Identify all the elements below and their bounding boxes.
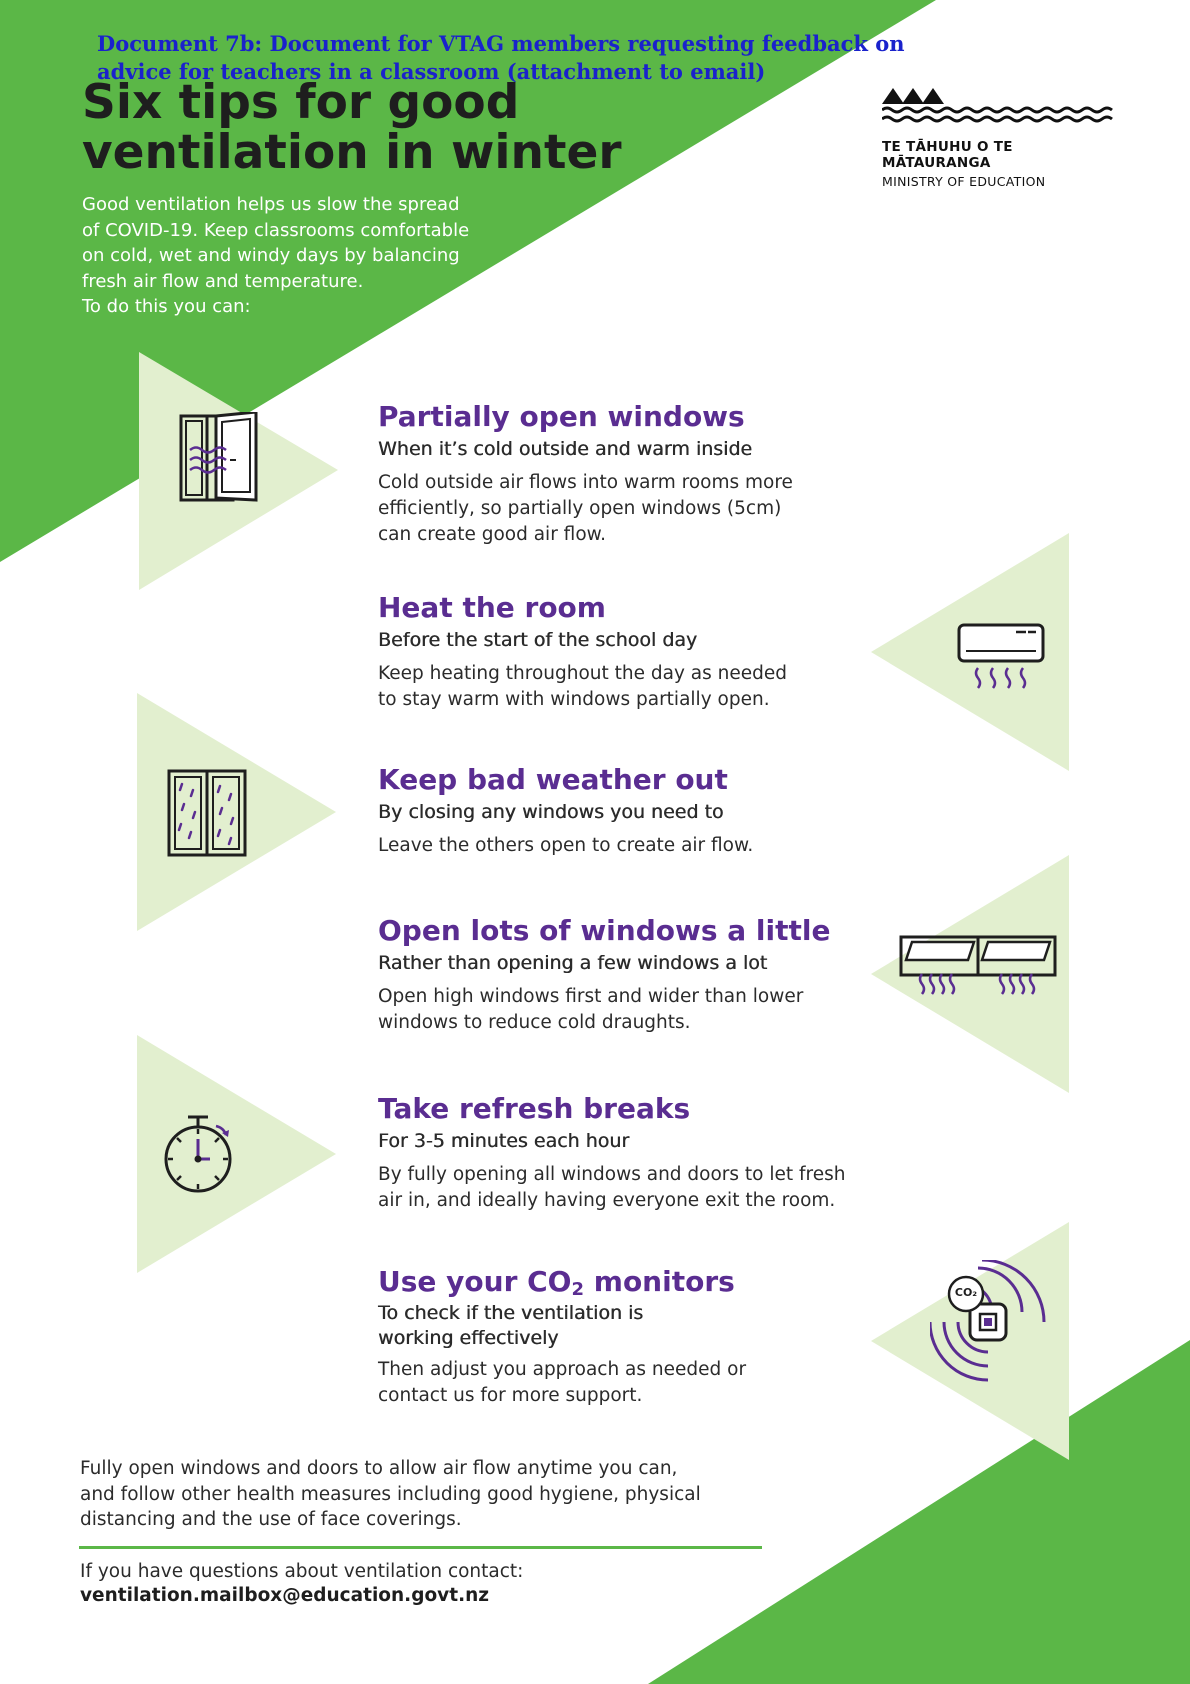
tip-body-line: air in, and ideally having everyone exit the room.	[378, 1190, 836, 1211]
tip-subtitle: Before the start of the school day	[378, 629, 698, 651]
tip-title: Heat the room	[378, 591, 606, 624]
tip-subtitle-line: working effectively	[378, 1327, 559, 1349]
tip-use-co2-monitors	[378, 1265, 898, 1409]
heat-pump-icon	[956, 622, 1046, 694]
footer-line: and follow other health measures including good hygiene, physical	[80, 1483, 701, 1505]
co2-monitor-icon	[930, 1260, 1058, 1384]
mountains-waves-icon	[882, 84, 1114, 128]
intro-line: To do this you can:	[82, 296, 251, 317]
intro-line: on cold, wet and windy days by balancing	[82, 245, 460, 266]
high-windows-icon	[898, 934, 1058, 996]
co2-label: CO₂	[954, 1286, 978, 1299]
tip-body-line: to stay warm with windows partially open.	[378, 689, 770, 710]
contact-email-link[interactable]: ventilation.mailbox@education.govt.nz	[80, 1585, 490, 1606]
tip-subtitle-line: To check if the ventilation is	[378, 1302, 644, 1324]
title-line-2: ventilation in winter	[82, 125, 622, 180]
tip-heat-the-room	[378, 591, 898, 713]
tip-body	[378, 833, 898, 859]
tip-title: Partially open windows	[378, 400, 745, 433]
divider	[79, 1546, 762, 1549]
tip-take-refresh-breaks	[378, 1092, 938, 1214]
title-line-1: Six tips for good	[82, 75, 520, 130]
ministry-logo	[882, 84, 1112, 189]
tip-body-line: Leave the others open to create air flow.	[378, 835, 754, 856]
tip-subtitle: Rather than opening a few windows a lot	[378, 952, 768, 974]
stopwatch-icon	[164, 1114, 240, 1194]
tip-title: Open lots of windows a little	[378, 914, 831, 947]
intro-line: Good ventilation helps us slow the spread	[82, 194, 460, 215]
tip-title: Take refresh breaks	[378, 1092, 691, 1125]
tip-body	[378, 1357, 898, 1409]
logo-maori-name: TE TĀHUHU O TE MĀTAURANGA	[882, 139, 1013, 171]
intro-line: of COVID-19. Keep classrooms comfortable	[82, 219, 470, 241]
tip-body-line: Cold outside air flows into warm rooms more	[378, 472, 793, 493]
tip-subtitle	[378, 1301, 898, 1351]
page-title	[82, 75, 642, 180]
footer-line: Fully open windows and doors to allow air flow anytime you can,	[80, 1458, 678, 1479]
contact-block	[80, 1560, 740, 1608]
contact-text: If you have questions about ventilation contact:	[80, 1561, 524, 1582]
tip-body-line: Open high windows first and wider than lower	[378, 986, 804, 1007]
tip-body	[378, 661, 898, 713]
tip-body	[378, 984, 898, 1036]
document-note: Document 7b: Document for VTAG members requesting feedback on advice for teachers in a classroom (attachment to email)	[97, 31, 905, 84]
tip-keep-bad-weather-out	[378, 763, 898, 859]
intro-line: fresh air flow and temperature.	[82, 270, 364, 292]
tip-body-line: efficiently, so partially open windows (5cm)	[378, 498, 782, 519]
footer-line: distancing and the use of face coverings.	[80, 1509, 462, 1530]
tip-body	[378, 1162, 938, 1214]
logo-english-name: MINISTRY OF EDUCATION	[882, 174, 1046, 189]
tip-subtitle: When it’s cold outside and warm inside	[378, 438, 753, 460]
tip-open-lots-of-windows	[378, 914, 898, 1036]
tip-title: Keep bad weather out	[378, 763, 728, 796]
intro-text	[82, 192, 482, 320]
footer-note	[80, 1456, 740, 1533]
tip-partially-open-windows	[378, 400, 898, 548]
tip-body	[378, 470, 898, 548]
tip-body-line: windows to reduce cold draughts.	[378, 1012, 691, 1033]
tip-body-line: Then adjust you approach as needed or	[378, 1359, 747, 1380]
tip-title: Use your $CO_2$ monitors	[378, 1265, 735, 1300]
tip-body-line: contact us for more support.	[378, 1385, 643, 1406]
tip-subtitle: By closing any windows you need to	[378, 801, 724, 823]
tip-body-line: can create good air flow.	[378, 524, 606, 545]
tip-subtitle: For 3-5 minutes each hour	[378, 1130, 630, 1152]
rain-window-icon	[166, 768, 248, 858]
tip-body-line: Keep heating throughout the day as needed	[378, 663, 788, 684]
open-window-icon	[178, 412, 262, 504]
tip-body-line: By fully opening all windows and doors to let fresh	[378, 1164, 846, 1185]
